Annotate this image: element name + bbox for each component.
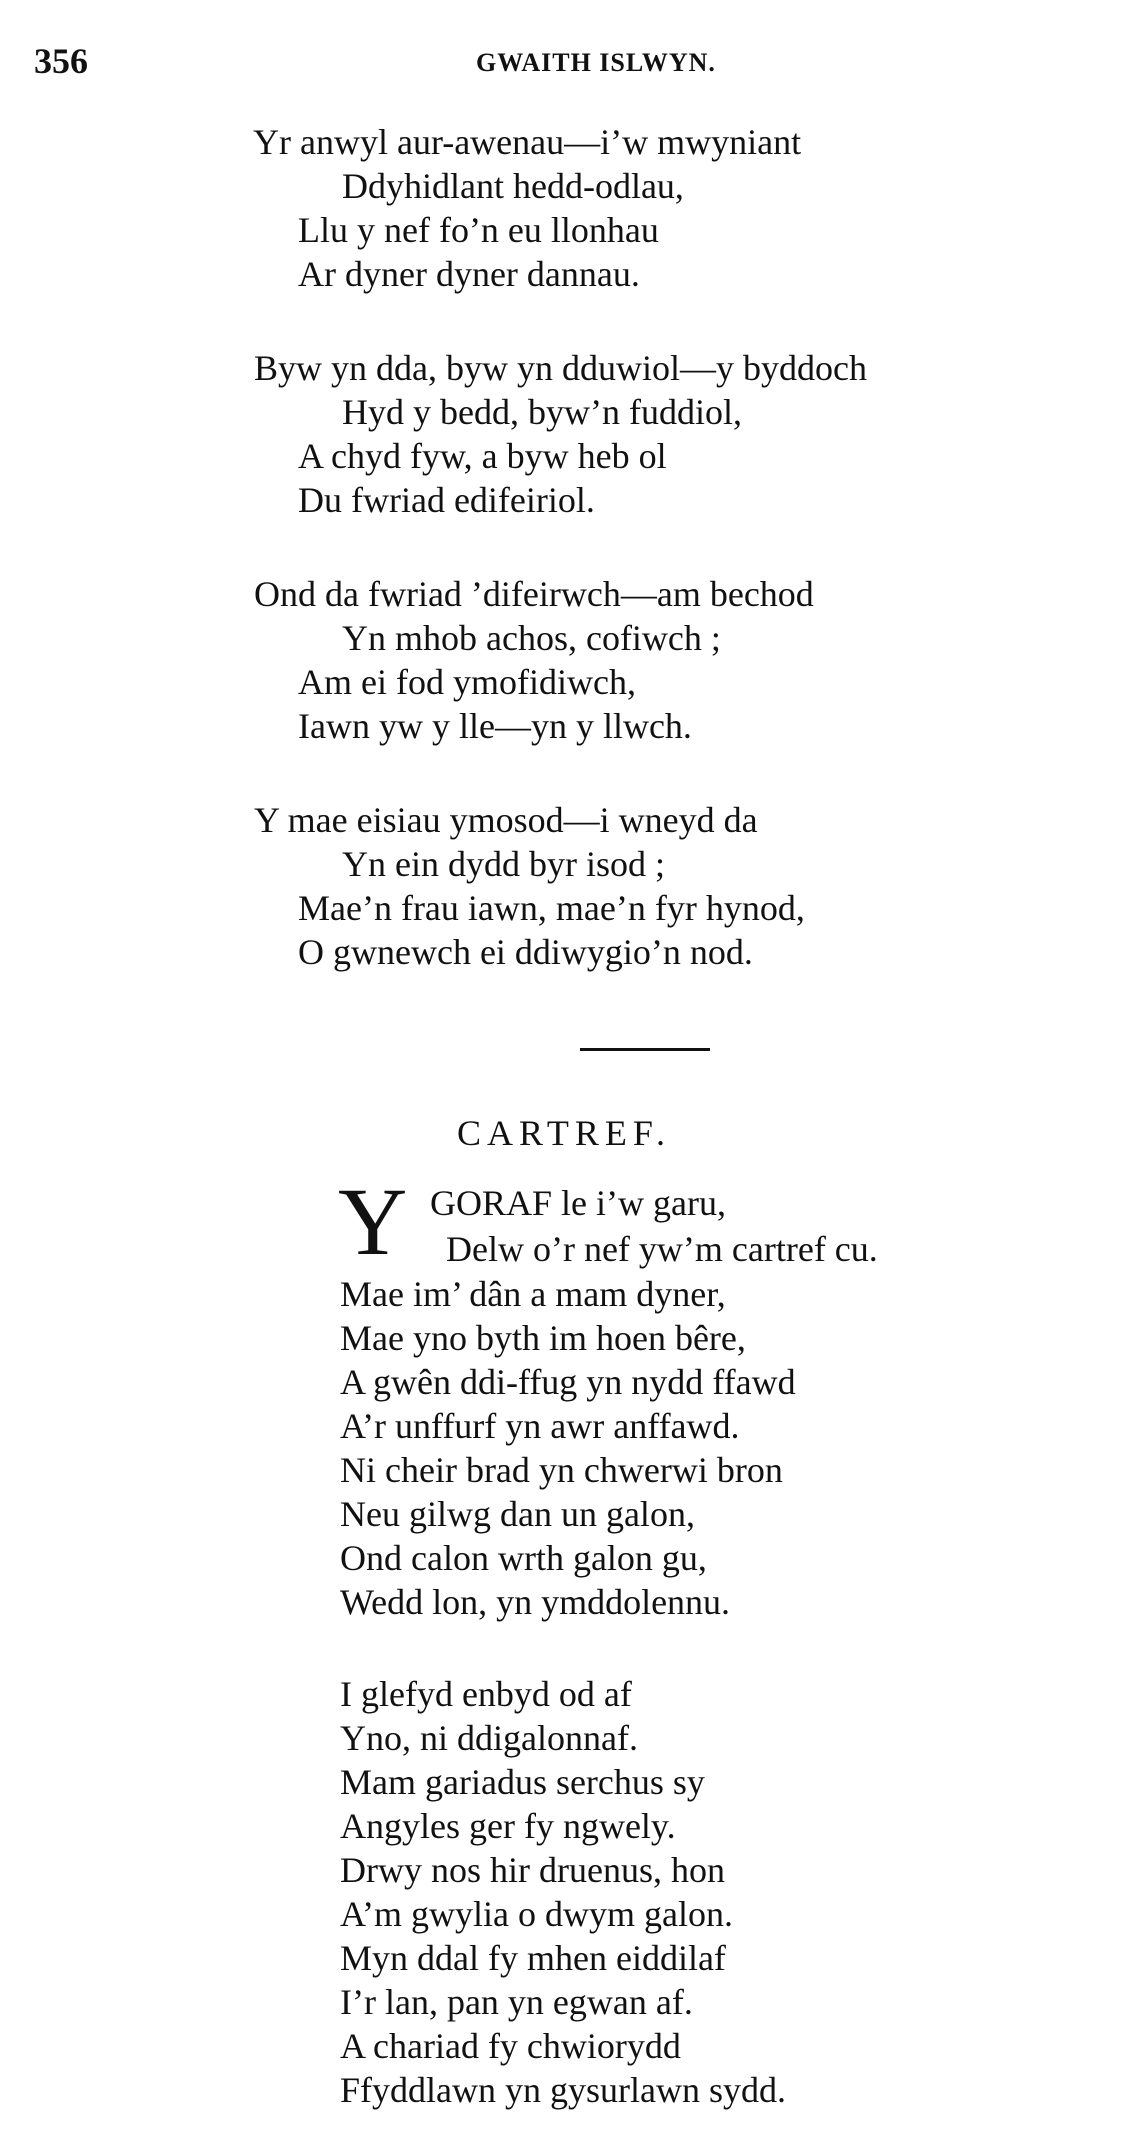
verse-line: A’m gwylia o dwym galon.: [340, 1894, 733, 1934]
verse-line: Delw o’r nef yw’m cartref cu.: [446, 1229, 878, 1269]
page-header: [0, 40, 1128, 90]
verse-line: Du fwriad edifeiriol.: [298, 480, 595, 520]
verse-line: Angyles ger fy ngwely.: [340, 1806, 676, 1846]
verse-line: Mae’n frau iawn, mae’n fyr hynod,: [298, 888, 805, 928]
verse-line: Ond calon wrth galon gu,: [340, 1538, 707, 1578]
verse-line: Iawn yw y lle—yn y llwch.: [298, 706, 692, 746]
verse-line: I glefyd enbyd od af: [340, 1674, 632, 1714]
verse-line: GORAF le i’w garu,: [430, 1183, 726, 1223]
verse-line: Ar dyner dyner dannau.: [298, 254, 640, 294]
section-divider: [580, 1048, 710, 1051]
verse-line: Hyd y bedd, byw’n fuddiol,: [342, 392, 742, 432]
stanza-4: [254, 798, 805, 974]
verse-line: O gwnewch ei ddiwygio’n nod.: [298, 932, 753, 972]
verse-line: Mae yno byth im hoen bêre,: [340, 1318, 746, 1358]
stanza-3: [254, 572, 814, 748]
verse-line: Yno, ni ddigalonnaf.: [340, 1718, 638, 1758]
verse-line: A gwên ddi-ffug yn nydd ffawd: [340, 1362, 796, 1402]
verse-line: Drwy nos hir druenus, hon: [340, 1850, 725, 1890]
stanza-2: [254, 346, 867, 522]
page-number: 356: [34, 41, 88, 81]
verse-line: Mae im’ dân a mam dyner,: [340, 1274, 726, 1314]
verse-line: Byw yn dda, byw yn dduwiol—y byddoch: [254, 348, 867, 388]
verse-line: Am ei fod ymofidiwch,: [298, 662, 636, 702]
running-title: GWAITH ISLWYN.: [476, 48, 716, 77]
verse-line: Y mae eisiau ymosod—i wneyd da: [254, 800, 758, 840]
poem-title: CARTREF.: [457, 1113, 671, 1153]
verse-line: A’r unffurf yn awr anffawd.: [340, 1406, 740, 1446]
verse-line: A chyd fyw, a byw heb ol: [298, 436, 667, 476]
verse-line: Neu gilwg dan un galon,: [340, 1494, 695, 1534]
drop-cap: Y: [338, 1168, 408, 1275]
verse-line: I’r lan, pan yn egwan af.: [340, 1982, 693, 2022]
verse-line: A chariad fy chwiorydd: [340, 2026, 681, 2066]
verse-line: Ddyhidlant hedd-odlau,: [342, 166, 684, 206]
stanza-1: [254, 120, 801, 296]
verse-line: Ni cheir brad yn chwerwi bron: [340, 1450, 783, 1490]
verse-line: Myn ddal fy mhen eiddilaf: [340, 1938, 726, 1978]
verse-line: Mam gariadus serchus sy: [340, 1762, 705, 1802]
poem-stanza-1: [340, 1272, 796, 1624]
poem-stanza-2: [340, 1672, 786, 2112]
verse-line: Yr anwyl aur-awenau—i’w mwyniant: [253, 122, 802, 162]
verse-line: Ond da fwriad ’difeirwch—am bechod: [254, 574, 814, 614]
verse-line: Llu y nef fo’n eu llonhau: [298, 210, 659, 250]
verse-line: Yn mhob achos, cofiwch ;: [342, 618, 721, 658]
verse-line: Yn ein dydd byr isod ;: [342, 844, 665, 884]
verse-line: Wedd lon, yn ymddolennu.: [340, 1582, 731, 1622]
verse-line: Ffyddlawn yn gysurlawn sydd.: [340, 2070, 786, 2110]
